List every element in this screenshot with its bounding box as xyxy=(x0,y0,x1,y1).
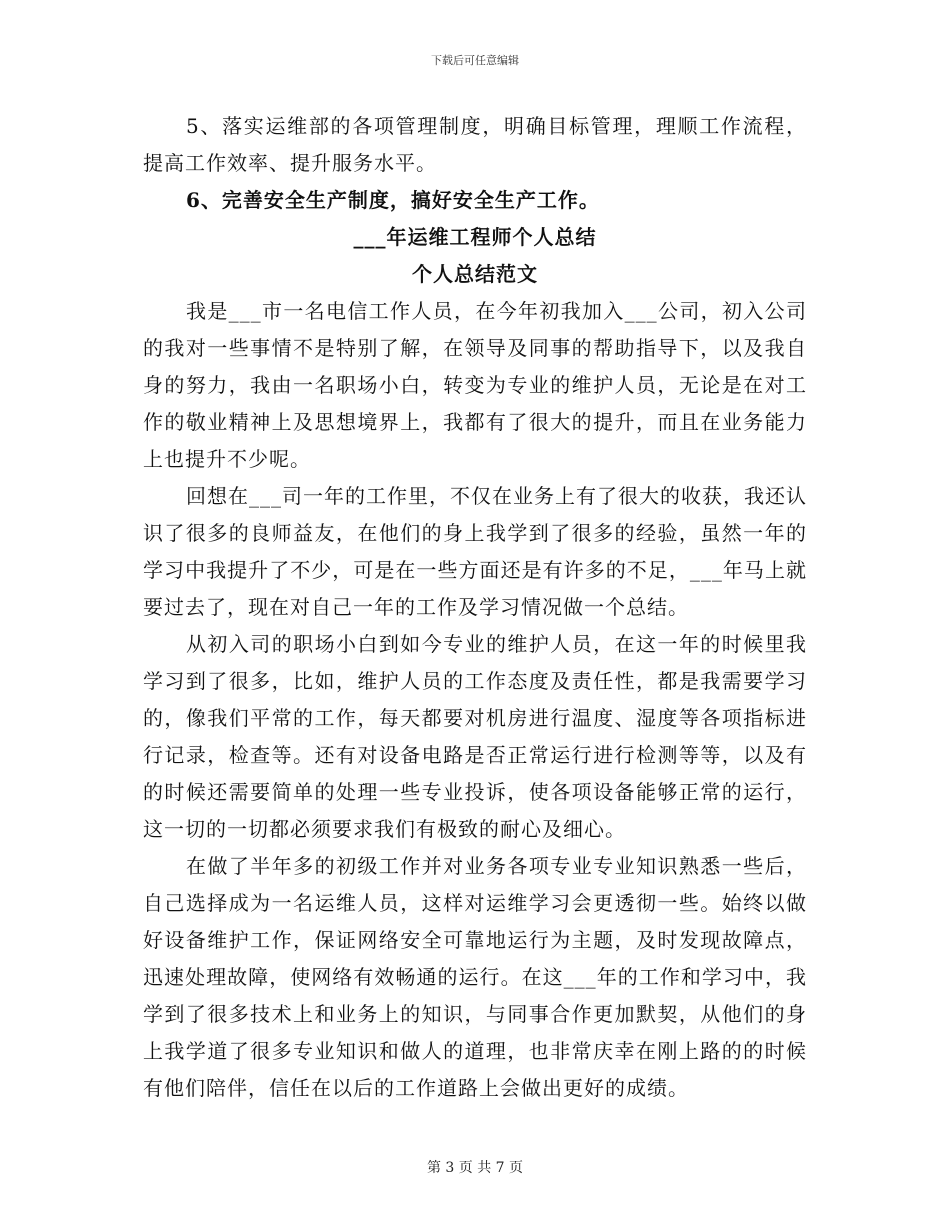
paragraph: 回想在___司一年的工作里，不仅在业务上有了很大的收获，我还认识了很多的良师益友，在他们的身上我学到了很多的经验，虽然一年的学习中我提升了不少，可是在一些方面还是有许多的不足，___年马上就要过去了，现在对自己一年的工作及学习情况做一个总结。 xyxy=(143,484,807,619)
document-body xyxy=(143,108,807,1107)
paragraph: 在做了半年多的初级工作并对业务各项专业专业知识熟悉一些后，自己选择成为一名运维人员，这样对运维学习会更透彻一些。始终以做好设备维护工作，保证网络安全可靠地运行为主题，及时发现故障点，迅速处理故障，使网络有效畅通的运行。在这___年的工作和学习中，我学到了很多技术上和业务上的知识，与同事合作更加默契，从他们的身上我学道了很多专业知识和做人的道理，也非常庆幸在刚上路的的时候有他们陪伴，信任在以后的工作道路上会做出更好的成绩。 xyxy=(143,854,807,1100)
document-title: ___年运维工程师个人总结 xyxy=(353,225,597,249)
document-subtitle: 个人总结范文 xyxy=(412,262,538,286)
page-header: 下载后可任意编辑 xyxy=(431,54,519,67)
paragraph: 从初入司的职场小白到如今专业的维护人员，在这一年的时候里我学习到了很多，比如，维护人员的工作态度及责任性，都是我需要学习的，像我们平常的工作，每天都要对机房进行温度、湿度等各项指标进行记录，检查等。还有对设备电路是否正常运行进行检测等等，以及有的时候还需要简单的处理一些专业投诉，使各项设备能够正常的运行，这一切的一切都必须要求我们有极致的耐心及细心。 xyxy=(143,632,807,841)
list-item-5: 5、落实运维部的各项管理制度，明确目标管理，理顺工作流程，提高工作效率、提升服务水平。 xyxy=(143,114,807,175)
paragraph: 我是___市一名电信工作人员，在今年初我加入___公司，初入公司的我对一些事情不是特别了解，在领导及同事的帮助指导下，以及我自身的努力，我由一名职场小白，转变为专业的维护人员，无论是在对工作的敬业精神上及思想境界上，我都有了很大的提升，而且在业务能力上也提升不少呢。 xyxy=(143,299,807,471)
page-footer: 第 3 页 共 7 页 xyxy=(426,1160,524,1176)
list-item-6: 6、完善安全生产制度，搞好安全生产工作。 xyxy=(186,188,600,212)
